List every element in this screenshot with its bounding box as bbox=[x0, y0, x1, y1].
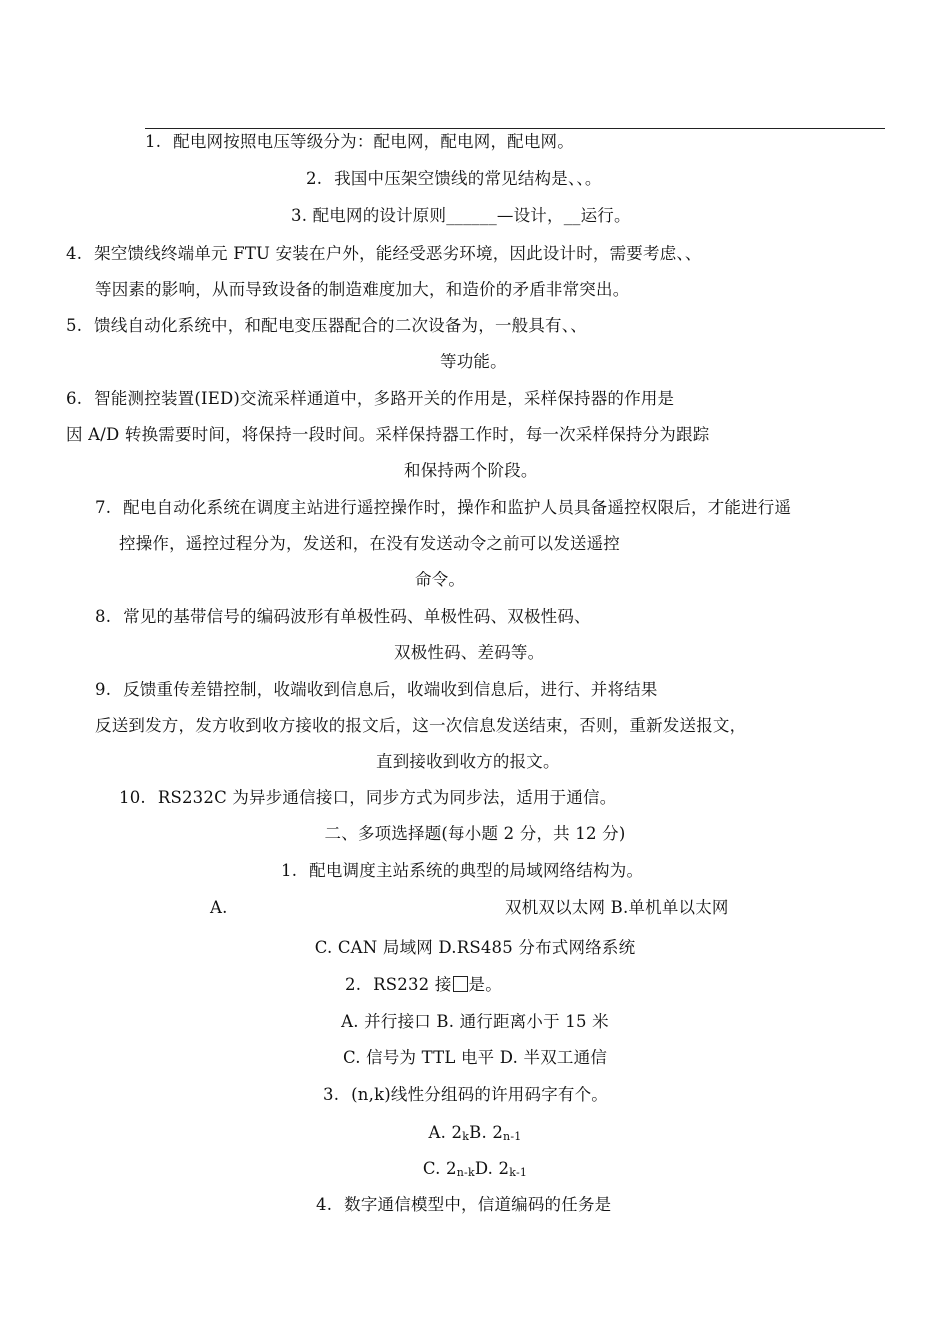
question-number: 5. bbox=[66, 316, 83, 335]
question-7-line-1 bbox=[95, 497, 791, 519]
question-number: 4. bbox=[316, 1195, 333, 1214]
question-5-line-2: 等功能。 bbox=[440, 352, 507, 371]
question-number: 2. bbox=[306, 169, 323, 188]
question-9-line-3: 直到接收到收方的报文。 bbox=[376, 752, 560, 771]
question-text: 我国中压架空馈线的常见结构是、、。 bbox=[334, 169, 602, 188]
question-text: 馈线自动化系统中，和配电变压器配合的二次设备为，一般具有、、 bbox=[94, 316, 587, 335]
options-a-b: A. 并行接口 B. 通行距离小于 15 米 bbox=[341, 1012, 609, 1031]
section-heading: 二、多项选择题(每小题 2 分，共 12 分) bbox=[324, 824, 626, 843]
mc-question-3 bbox=[323, 1084, 608, 1106]
question-text: 配电调度主站系统的典型的局域网络结构为。 bbox=[309, 861, 644, 880]
option-b: B. 2 bbox=[469, 1123, 504, 1142]
question-3 bbox=[291, 205, 631, 227]
question-number: 3. bbox=[323, 1085, 340, 1104]
question-text: 配电自动化系统在调度主站进行遥控操作时，操作和监护人员具备遥控权限后，才能进行遥 bbox=[123, 498, 792, 517]
option-a-subscript: k bbox=[462, 1130, 470, 1143]
question-7-line-3: 命令。 bbox=[415, 570, 466, 589]
option-a: A. 2 bbox=[428, 1123, 463, 1142]
question-7-line-2: 控操作，遥控过程分为，发送和，在没有发送动令之前可以发送遥控 bbox=[119, 534, 620, 553]
question-9-line-1 bbox=[95, 679, 658, 701]
options-c-d bbox=[0, 1158, 950, 1184]
header-rule bbox=[145, 128, 885, 129]
question-4-line-1 bbox=[66, 243, 702, 265]
question-6-line-3: 和保持两个阶段。 bbox=[404, 461, 538, 480]
question-number: 1. bbox=[281, 861, 298, 880]
question-number: 4. bbox=[66, 244, 83, 263]
question-number: 9. bbox=[95, 680, 112, 699]
question-number: 10. bbox=[119, 788, 146, 807]
question-4-line-2: 等因素的影响，从而导致设备的制造难度加大，和造价的矛盾非常突出。 bbox=[95, 280, 630, 299]
mc-question-1 bbox=[281, 860, 643, 882]
question-text: 配电网按照电压等级分为：配电网，配电网，配电网。 bbox=[173, 132, 574, 151]
question-text: 3. 配电网的设计原则______—设计，__运行。 bbox=[291, 206, 631, 225]
options-a-b: 双机双以太网 B.单机单以太网 bbox=[505, 898, 729, 917]
question-number: 2. bbox=[345, 975, 362, 994]
question-5-line-1 bbox=[66, 315, 587, 337]
missing-glyph-box bbox=[453, 976, 468, 992]
question-10 bbox=[119, 787, 616, 809]
question-9-line-2: 反送到发方，发方收到收方接收的报文后，这一次信息发送结束，否则，重新发送报文， bbox=[95, 716, 747, 735]
option-b-subscript: n-1 bbox=[503, 1130, 522, 1143]
options-c-d: C. CAN 局域网 D.RS485 分布式网络系统 bbox=[314, 938, 636, 957]
options-c-d: C. 信号为 TTL 电平 D. 半双工通信 bbox=[342, 1048, 608, 1067]
question-number: 8. bbox=[95, 607, 112, 626]
mc-question-2 bbox=[345, 974, 502, 996]
option-a-label: A. bbox=[210, 898, 228, 917]
question-text: 常见的基带信号的编码波形有单极性码、单极性码、双极性码、 bbox=[123, 607, 591, 626]
option-c: C. 2 bbox=[422, 1159, 457, 1178]
question-number: 6. bbox=[66, 389, 83, 408]
question-8-line-2: 双极性码、差码等。 bbox=[394, 643, 545, 662]
mc-question-4 bbox=[316, 1194, 611, 1216]
question-number: 1. bbox=[145, 132, 162, 151]
question-text: 智能测控装置(IED)交流采样通道中，多路开关的作用是，采样保持器的作用是 bbox=[94, 389, 675, 408]
option-d: D. 2 bbox=[474, 1159, 510, 1178]
question-text: 反馈重传差错控制，收端收到信息后，收端收到信息后，进行、并将结果 bbox=[123, 680, 658, 699]
question-text: (n,k)线性分组码的许用码字有个。 bbox=[351, 1085, 609, 1104]
question-number: 7. bbox=[95, 498, 112, 517]
question-6-line-1 bbox=[66, 388, 674, 410]
option-d-subscript: k-1 bbox=[509, 1166, 528, 1179]
question-8-line-1 bbox=[95, 606, 591, 628]
question-2 bbox=[306, 168, 602, 190]
option-c-subscript: n-k bbox=[456, 1166, 475, 1179]
question-text: RS232C 为异步通信接口，同步方式为同步法，适用于通信。 bbox=[157, 788, 617, 807]
question-1 bbox=[145, 131, 574, 153]
question-text-after: 是。 bbox=[468, 975, 502, 994]
question-text: 架空馈线终端单元 FTU 安装在户外，能经受恶劣环境，因此设计时，需要考虑、、 bbox=[94, 244, 702, 263]
question-text: 数字通信模型中，信道编码的任务是 bbox=[344, 1195, 612, 1214]
options-a-b bbox=[0, 1122, 950, 1148]
question-text-before: RS232 接 bbox=[373, 975, 452, 994]
question-6-line-2: 因 A/D 转换需要时间，将保持一段时间。采样保持器工作时，每一次采样保持分为跟踪 bbox=[66, 425, 710, 444]
